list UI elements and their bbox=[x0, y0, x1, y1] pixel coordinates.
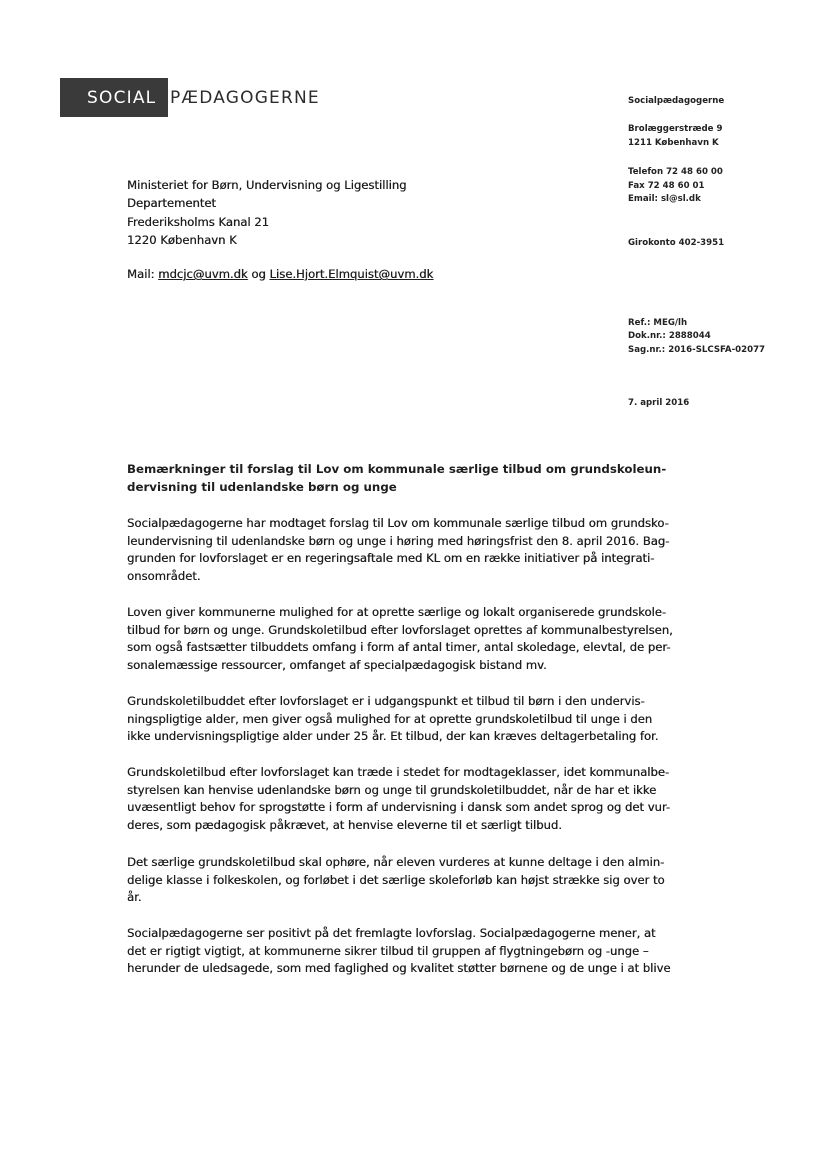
paragraph-line: det er rigtigt vigtigt, at kommunerne sikrer tilbud til gruppen af flygtningebørn og -unge – bbox=[127, 943, 649, 958]
paragraph-line: sonalemæssige ressourcer, omfanget af specialpædagogisk bistand mv. bbox=[127, 658, 547, 673]
paragraph-line: deres, som pædagogisk påkrævet, at henvise eleverne til et særligt tilbud. bbox=[127, 818, 562, 833]
mail-link-2[interactable]: Lise.Hjort.Elmquist@uvm.dk bbox=[269, 267, 434, 281]
body-paragraph bbox=[127, 693, 658, 746]
body-paragraph bbox=[127, 515, 669, 586]
paragraph-line: herunder de uledsagede, som med faglighed og kvalitet støtter børnene og de unge i at blive bbox=[127, 961, 671, 976]
body-paragraph bbox=[127, 604, 673, 675]
paragraph-line: ningspligtige alder, men giver også mulighed for at oprette grundskoletilbud til unge i den bbox=[127, 711, 653, 726]
body-paragraph bbox=[127, 925, 671, 978]
reference: Ref.: MEG/lh bbox=[628, 318, 688, 328]
paragraph-line: leundervisning til udenlandske børn og unge i høring med høringsfrist den 8. april 2016. Bag- bbox=[127, 533, 670, 548]
organization-logo bbox=[60, 78, 320, 117]
heading-line: dervisning til udenlandske børn og unge bbox=[127, 479, 397, 494]
mail-and: og bbox=[251, 267, 266, 281]
sender-giro: Girokonto 402-3951 bbox=[628, 238, 725, 248]
paragraph-line: år. bbox=[127, 890, 142, 905]
paragraph-line: Socialpædagogerne har modtaget forslag til Lov om kommunale særlige tilbud om grundsko- bbox=[127, 516, 669, 530]
paragraph-line: Grundskoletilbuddet efter lovforslaget er i udgangspunkt et tilbud til børn i den undervis- bbox=[127, 694, 645, 708]
paragraph-line: onsområdet. bbox=[127, 569, 201, 584]
paragraph-line: tilbud for børn og unge. Grundskoletilbud efter lovforslaget oprettes af kommunalbestyrelsen, bbox=[127, 622, 673, 637]
paragraph-line: uvæsentligt behov for sprogstøtte i form af undervisning i dansk som andet sprog og det vur- bbox=[127, 800, 671, 815]
sender-phone: Telefon 72 48 60 00 bbox=[628, 167, 723, 177]
sender-email: Email: sl@sl.dk bbox=[628, 194, 701, 204]
logo-social: SOCIAL bbox=[60, 78, 168, 117]
letter-date: 7. april 2016 bbox=[628, 398, 690, 408]
paragraph-line: Loven giver kommunerne mulighed for at oprette særlige og lokalt organiserede grundskole- bbox=[127, 605, 667, 619]
mail-label: Mail: bbox=[127, 267, 155, 281]
logo-paedagogerne: PÆDAGOGERNE bbox=[170, 87, 320, 108]
paragraph-line: styrelsen kan henvise udenlandske børn og unge til grundskoletilbuddet, når de har et ikke bbox=[127, 782, 657, 797]
sender-fax: Fax 72 48 60 01 bbox=[628, 181, 705, 191]
mail-link-1[interactable]: mdcjc@uvm.dk bbox=[158, 267, 248, 281]
recipient-address bbox=[127, 176, 406, 249]
sender-city: 1211 København K bbox=[628, 138, 719, 148]
paragraph-line: ikke undervisningspligtige alder under 25 år. Et tilbud, der kan kræves deltagerbetaling for. bbox=[127, 729, 659, 744]
recipient-line: 1220 København K bbox=[127, 232, 237, 247]
paragraph-line: grunden for lovforslaget er en regeringsaftale med KL om en række initiativer på integrati- bbox=[127, 551, 655, 566]
recipient-line: Ministeriet for Børn, Undervisning og Ligestilling bbox=[127, 178, 407, 192]
recipient-line: Departementet bbox=[127, 196, 216, 211]
paragraph-line: Grundskoletilbud efter lovforslaget kan træde i stedet for modtageklasser, idet kommunalbe- bbox=[127, 765, 670, 779]
recipient-line: Frederiksholms Kanal 21 bbox=[127, 214, 270, 229]
paragraph-line: Det særlige grundskoletilbud skal ophøre, når eleven vurderes at kunne deltage i den almin- bbox=[127, 855, 665, 869]
sender-name: Socialpædagogerne bbox=[628, 96, 725, 106]
body-paragraph bbox=[127, 854, 665, 907]
paragraph-line: Socialpædagogerne ser positivt på det fremlagte lovforslag. Socialpædagogerne mener, at bbox=[127, 926, 656, 940]
heading-line: Bemærkninger til forslag til Lov om kommunale særlige tilbud om grundskoleun- bbox=[127, 462, 667, 476]
recipient-mail bbox=[127, 266, 433, 284]
paragraph-line: delige klasse i folkeskolen, og forløbet i det særlige skoleforløb kan højst strække sig over to bbox=[127, 872, 665, 887]
case-number: Sag.nr.: 2016-SLCSFA-02077 bbox=[628, 345, 766, 355]
body-paragraph bbox=[127, 764, 670, 835]
sender-street: Brolæggerstræde 9 bbox=[628, 124, 723, 134]
paragraph-line: som også fastsætter tilbuddets omfang i form af antal timer, antal skoledage, elevtal, de per- bbox=[127, 640, 671, 655]
document-number: Dok.nr.: 2888044 bbox=[628, 331, 711, 341]
letter-heading bbox=[127, 461, 666, 496]
